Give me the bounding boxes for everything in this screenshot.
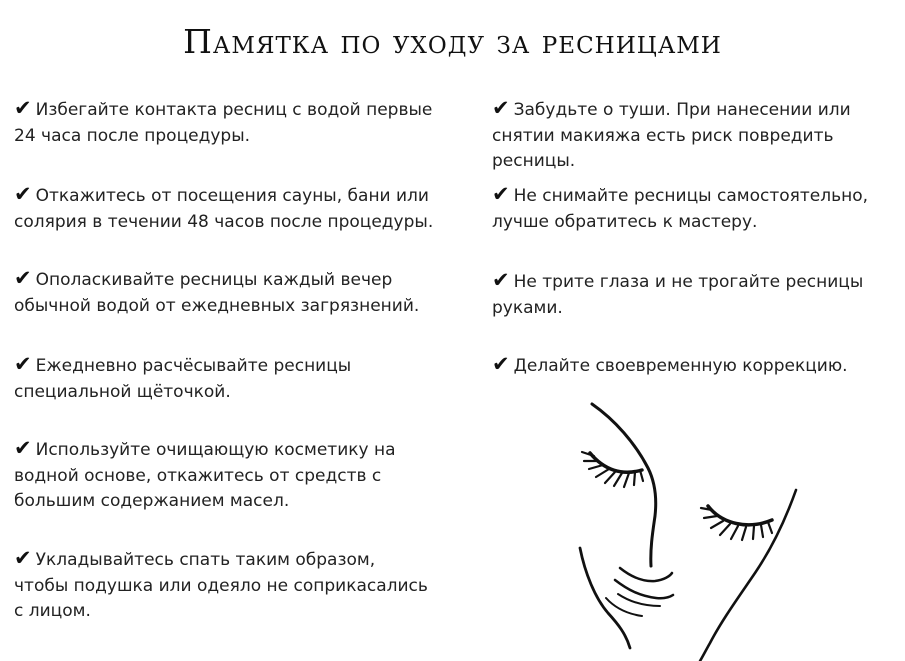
- tip-line-row: [492, 354, 848, 380]
- tip-line: Используйте очищающую косметику на: [35, 440, 396, 460]
- tip-line-row: [492, 184, 868, 210]
- checkmark-icon: ✔: [14, 436, 32, 460]
- tip-line-row: [492, 270, 863, 296]
- lower-lip-line: [606, 598, 642, 616]
- tip-line: Ополаскивайте ресницы каждый вечер: [35, 270, 393, 290]
- tip-line-row: [14, 438, 396, 464]
- tip-item: [14, 438, 396, 515]
- tip-line: снятии макияжа есть риск повредить: [492, 125, 834, 146]
- tip-item: [14, 98, 432, 149]
- checkmark-icon: ✔: [14, 352, 32, 376]
- checkmark-icon: ✔: [492, 268, 510, 292]
- tip-line: руками.: [492, 297, 563, 318]
- lip-inner-line: [618, 594, 660, 606]
- tip-line-row: [14, 548, 428, 574]
- left-eyelid: [590, 453, 642, 472]
- checkmark-icon: ✔: [492, 96, 510, 120]
- tip-line: Забудьте о туши. При нанесении или: [513, 100, 851, 120]
- tip-line: Не трите глаза и не трогайте ресницы: [513, 272, 864, 292]
- tip-line-row: [14, 98, 432, 124]
- lip-line: [615, 580, 673, 598]
- tip-line: Избегайте контакта ресниц с водой первые: [35, 100, 433, 120]
- face-illustration: [560, 398, 905, 661]
- tip-line: лучше обратитесь к мастеру.: [492, 211, 758, 232]
- tip-line-row: [492, 98, 851, 124]
- tip-line: большим содержанием масел.: [14, 491, 290, 511]
- tip-line: Не снимайте ресницы самостоятельно,: [513, 186, 869, 206]
- tip-line: обычной водой от ежедневных загрязнений.: [14, 295, 420, 316]
- tip-line: чтобы подушка или одеяло не соприкасались: [14, 575, 428, 596]
- checkmark-icon: ✔: [14, 182, 32, 206]
- tip-line: водной основе, откажитесь от средств с: [14, 465, 382, 486]
- tip-item: [14, 268, 419, 319]
- tip-item: [14, 548, 428, 625]
- tip-item: [14, 184, 433, 235]
- tip-line: Делайте своевременную коррекцию.: [513, 356, 848, 376]
- tip-line: специальной щёточкой.: [14, 381, 231, 402]
- checkmark-icon: ✔: [14, 546, 32, 570]
- tip-line-row: [14, 268, 419, 294]
- checkmark-icon: ✔: [492, 182, 510, 206]
- tip-line: Откажитесь от посещения сауны, бани или: [35, 186, 429, 206]
- tip-item: [492, 270, 863, 321]
- tip-item: [14, 354, 351, 405]
- tip-line: 24 часа после процедуры.: [14, 125, 251, 146]
- tip-item: [492, 98, 851, 175]
- tip-item: [492, 354, 848, 380]
- tip-line: с лицом.: [14, 601, 91, 621]
- tip-line: Укладывайтесь спать таким образом,: [35, 550, 376, 570]
- tip-line: ресницы.: [492, 151, 576, 171]
- tip-line: Ежедневно расчёсывайте ресницы: [35, 356, 352, 376]
- checkmark-icon: ✔: [492, 352, 510, 376]
- tip-line-row: [14, 354, 351, 380]
- checkmark-icon: ✔: [14, 266, 32, 290]
- tip-line: солярия в течении 48 часов после процедуры.: [14, 211, 434, 232]
- tip-item: [492, 184, 868, 235]
- nose-line: [620, 568, 672, 581]
- checkmark-icon: ✔: [14, 96, 32, 120]
- page-title: Памятка по уходу за ресницами: [183, 22, 722, 61]
- tip-line-row: [14, 184, 433, 210]
